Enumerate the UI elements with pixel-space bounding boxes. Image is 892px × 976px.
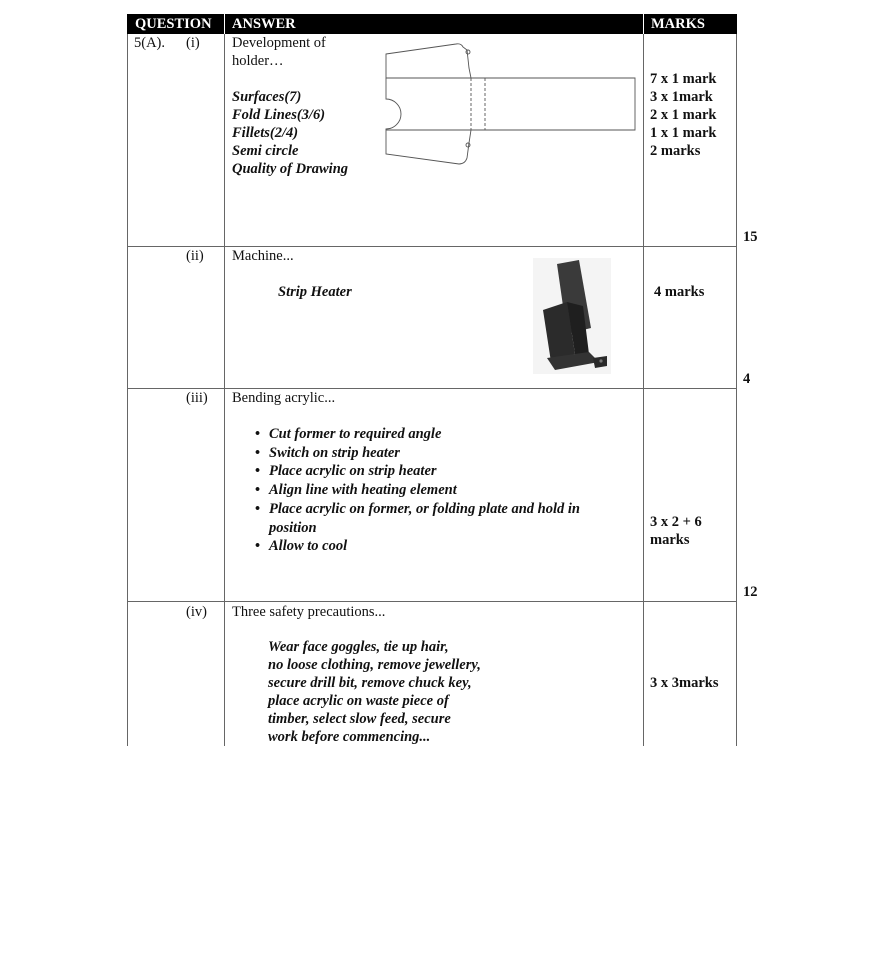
- bending-steps-list-end: [255, 537, 347, 556]
- marks-quality: 2 marks: [650, 143, 701, 159]
- acrylic-holder-image: [533, 258, 611, 374]
- safety-line-5: timber, select slow feed, secure: [268, 711, 451, 727]
- marks-bending-line-2: marks: [650, 532, 690, 548]
- marks-semi-circle: 1 x 1 mark: [650, 125, 717, 141]
- safety-line-3: secure drill bit, remove chuck key,: [268, 675, 472, 691]
- header-answer: ANSWER: [225, 14, 643, 34]
- row-divider-2: [127, 388, 737, 389]
- column-divider-question: [224, 34, 225, 746]
- question-number: 5(A).: [134, 35, 166, 51]
- list-item: • Cut former to required angle: [255, 425, 580, 444]
- part-label-i: (i): [186, 35, 200, 51]
- criterion-fillets: Fillets(2/4): [232, 125, 299, 141]
- criterion-quality: Quality of Drawing: [232, 161, 349, 177]
- safety-line-6: work before commencing...: [268, 729, 431, 745]
- criterion-semi-circle: Semi circle: [232, 143, 299, 159]
- part-label-iv: (iv): [186, 604, 207, 620]
- marks-strip-heater: 4 marks: [654, 284, 705, 300]
- column-divider-answer: [643, 34, 644, 746]
- marks-safety: 3 x 3marks: [650, 675, 719, 691]
- answer-intro-machine: Machine...: [232, 248, 294, 264]
- answer-intro-bending: Bending acrylic...: [232, 390, 336, 406]
- list-item: • Allow to cool: [255, 537, 347, 556]
- answer-strip-heater: Strip Heater: [278, 284, 352, 300]
- total-ii: 4: [743, 371, 751, 387]
- criterion-surfaces: Surfaces(7): [232, 89, 302, 105]
- holder-development-drawing: [385, 38, 641, 178]
- answer-intro-line-2: holder…: [232, 53, 284, 69]
- table-border-right: [736, 34, 737, 746]
- header-marks: MARKS: [644, 14, 737, 34]
- row-divider-1: [127, 246, 737, 247]
- list-item: • Switch on strip heater: [255, 444, 580, 463]
- criterion-fold-lines: Fold Lines(3/6): [232, 107, 326, 123]
- part-label-iii: (iii): [186, 390, 208, 406]
- marks-bending-line-1: 3 x 2 + 6: [650, 514, 702, 530]
- list-item: • Place acrylic on strip heater: [255, 462, 580, 481]
- header-question: QUESTION: [127, 14, 224, 34]
- answer-intro-line-1: Development of: [232, 35, 326, 51]
- row-divider-3: [127, 601, 737, 602]
- list-item: • Align line with heating element: [255, 481, 580, 500]
- total-iii: 12: [743, 584, 758, 600]
- marking-scheme-table: [127, 14, 737, 746]
- list-item-continuation: position: [269, 520, 317, 536]
- total-i: 15: [743, 229, 758, 245]
- safety-line-1: Wear face goggles, tie up hair,: [268, 639, 449, 655]
- answer-intro-safety: Three safety precautions...: [232, 604, 386, 620]
- table-border-left: [127, 34, 128, 746]
- marks-fold-lines: 3 x 1mark: [650, 89, 713, 105]
- safety-line-2: no loose clothing, remove jewellery,: [268, 657, 481, 673]
- marks-surfaces: 7 x 1 mark: [650, 71, 717, 87]
- safety-line-4: place acrylic on waste piece of: [268, 693, 449, 709]
- marks-fillets: 2 x 1 mark: [650, 107, 717, 123]
- part-label-ii: (ii): [186, 248, 204, 264]
- list-item: • Place acrylic on former, or folding plate and hold in: [255, 500, 580, 519]
- bending-steps-list: [255, 425, 580, 519]
